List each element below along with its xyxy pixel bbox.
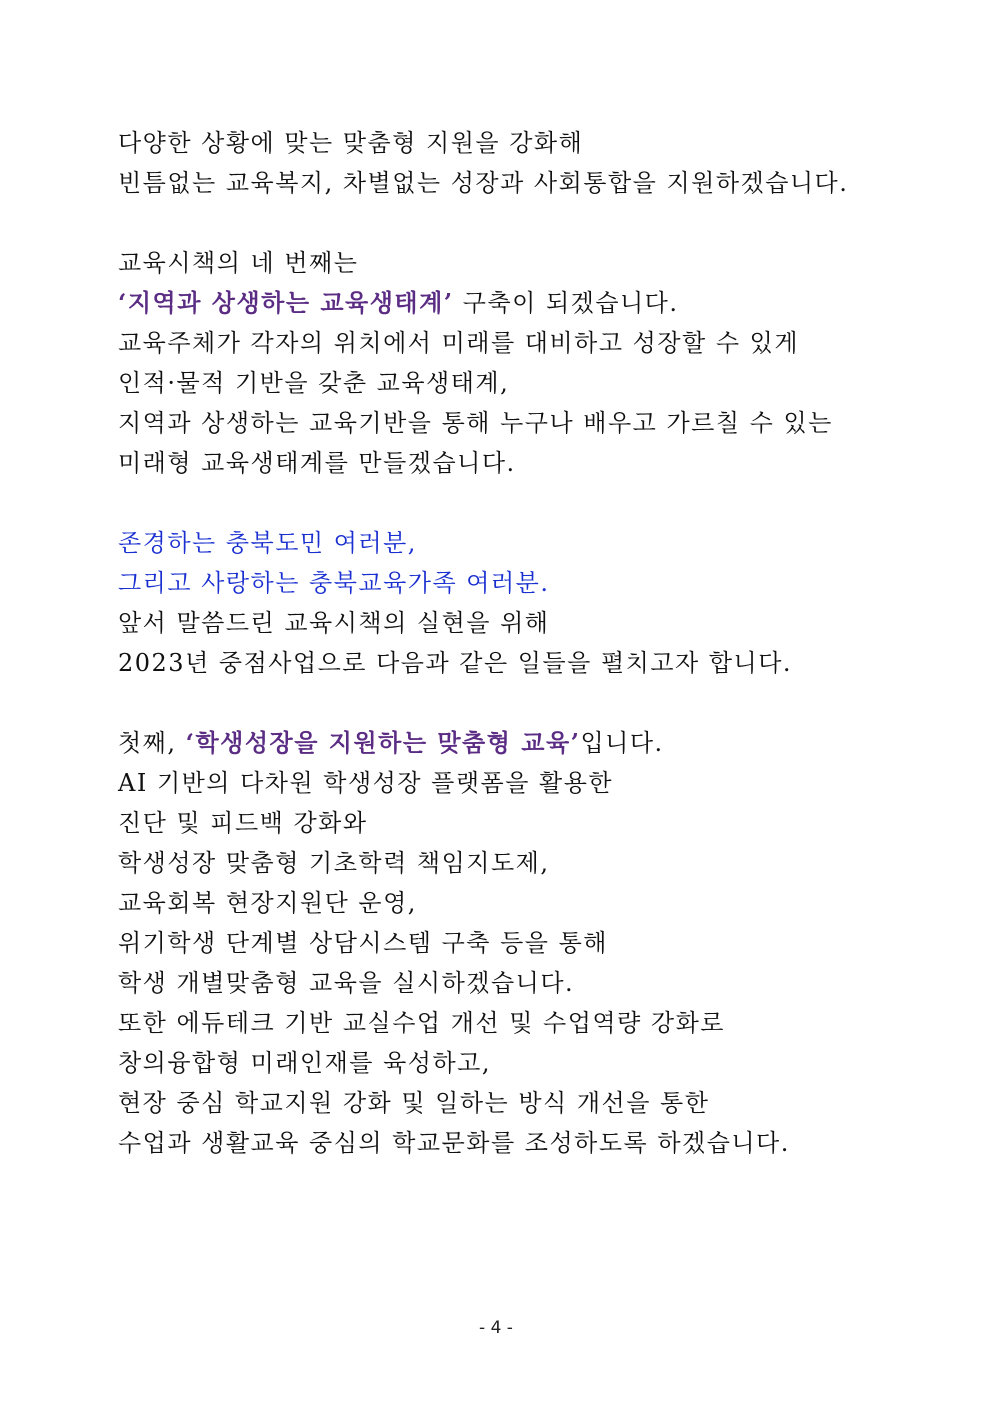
body-line: 지역과 상생하는 교육기반을 통해 누구나 배우고 가르칠 수 있는 xyxy=(118,409,833,437)
body-text: 첫째, xyxy=(118,729,186,757)
body-line: 미래형 교육생태계를 만들겠습니다. xyxy=(118,449,516,477)
body-line: 교육주체가 각자의 위치에서 미래를 대비하고 성장할 수 있게 xyxy=(118,329,800,357)
page-number: - 4 - xyxy=(479,1318,513,1338)
body-line: 교육시책의 네 번째는 xyxy=(118,249,359,277)
body-text: 구축이 되겠습니다. xyxy=(453,289,679,317)
address-line: 존경하는 충북도민 여러분, xyxy=(118,529,417,557)
body-line: 진단 및 피드백 강화와 xyxy=(118,809,368,837)
body-line xyxy=(118,727,664,759)
body-line: 2023년 중점사업으로 다음과 같은 일들을 펼치고자 합니다. xyxy=(118,649,793,677)
body-line: 위기학생 단계별 상담시스템 구축 등을 통해 xyxy=(118,929,608,957)
body-line: 학생 개별맞춤형 교육을 실시하겠습니다. xyxy=(118,969,575,997)
body-line: 학생성장 맞춤형 기초학력 책임지도제, xyxy=(118,849,550,877)
address-line: 그리고 사랑하는 충북교육가족 여러분. xyxy=(118,569,550,597)
body-line: 빈틈없는 교육복지, 차별없는 성장과 사회통합을 지원하겠습니다. xyxy=(118,169,849,197)
body-line: 인적·물적 기반을 갖춘 교육생태계, xyxy=(118,369,510,397)
body-line: 창의융합형 미래인재를 육성하고, xyxy=(118,1049,491,1077)
body-line: 수업과 생활교육 중심의 학교문화를 조성하도록 하겠습니다. xyxy=(118,1129,790,1157)
body-line: 또한 에듀테크 기반 교실수업 개선 및 수업역량 강화로 xyxy=(118,1009,725,1037)
body-line: 교육회복 현장지원단 운영, xyxy=(118,889,417,917)
body-text: 입니다. xyxy=(580,729,664,757)
body-line: 다양한 상황에 맞는 맞춤형 지원을 강화해 xyxy=(118,129,584,157)
body-line: AI 기반의 다차원 학생성장 플랫폼을 활용한 xyxy=(118,769,614,797)
body-line: 앞서 말씀드린 교육시책의 실현을 위해 xyxy=(118,609,550,637)
emphasized-policy-title: ‘지역과 상생하는 교육생태계’ xyxy=(118,288,454,317)
body-line xyxy=(118,287,679,319)
body-line: 현장 중심 학교지원 강화 및 일하는 방식 개선을 통한 xyxy=(118,1089,710,1117)
emphasized-policy-title: ‘학생성장을 지원하는 맞춤형 교육’ xyxy=(185,728,581,757)
